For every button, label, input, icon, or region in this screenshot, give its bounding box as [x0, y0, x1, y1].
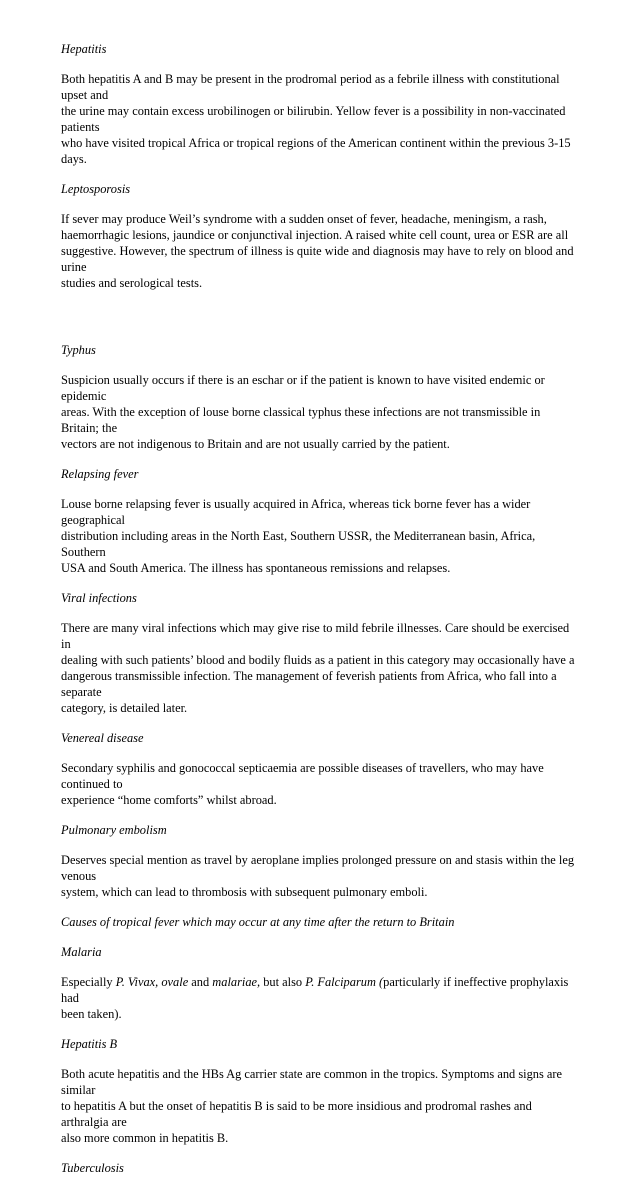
section-body-pulmonary-embolism: Deserves special mention as travel by aeroplane implies prolonged pressure on and stasis within the leg venous system, which can lead to thrombosis with subsequent pulmonary emboli.	[61, 853, 575, 899]
section-heading-tuberculosis: Tuberculosis	[61, 1161, 124, 1175]
section-heading-tropical-fever-causes: Causes of tropical fever which may occur at any time after the return to Britain	[61, 915, 455, 929]
section-heading-viral-infections: Viral infections	[61, 591, 137, 605]
section-body-relapsing-fever: Louse borne relapsing fever is usually acquired in Africa, whereas tick borne fever has a wider geographical distribution including areas in the North East, Southern USSR, the Mediterranean basin, Africa, Southern USA and South America. The illness has spontaneous remissions and relapses.	[61, 497, 536, 575]
section-body-hepatitis-b: Both acute hepatitis and the HBs Ag carrier state are common in the tropics. Symptoms and signs are similar to hepatitis A but the onset of hepatitis B is said to be more insidious and prodromal rashes and arthralgia are also more common in hepatitis B.	[61, 1067, 563, 1145]
section-heading-leptosporosis: Leptosporosis	[61, 182, 131, 196]
section-heading-hepatitis-b: Hepatitis B	[61, 1037, 118, 1051]
malaria-text: but also	[260, 975, 306, 989]
section-body-typhus: Suspicion usually occurs if there is an eschar or if the patient is known to have visited endemic or epidemic areas. With the exception of louse borne classical typhus these infections are not transmissible in Britain; the vectors are not indigenous to Britain and are not usually carried by the patient.	[61, 373, 545, 451]
section-heading-pulmonary-embolism: Pulmonary embolism	[61, 823, 167, 837]
section-body-venereal-disease: Secondary syphilis and gonococcal septicaemia are possible diseases of travellers, who may have continued to experience “home comforts” whilst abroad.	[61, 761, 544, 807]
section-heading-relapsing-fever: Relapsing fever	[61, 467, 139, 481]
malaria-species-malariae: malariae,	[212, 975, 261, 989]
malaria-text: and	[188, 975, 213, 989]
section-body-viral-infections: There are many viral infections which may give rise to mild febrile illnesses. Care should be exercised in dealing with such patients’ blood and bodily fluids as a patient in this category may occasionally have a dangerous transmissible infection. The management of feverish patients from Africa, who fall into a separate category, is detailed later.	[61, 621, 575, 715]
section-heading-venereal-disease: Venereal disease	[61, 731, 144, 745]
section-heading-hepatitis: Hepatitis	[61, 42, 107, 56]
section-body-hepatitis: Both hepatitis A and B may be present in the prodromal period as a febrile illness with constitutional upset and the urine may contain excess urobilinogen or bilirubin. Yellow fever is a possibility in non-vaccinated patients who have visited tropical Africa or tropical regions of the American continent within the previous 3-15 days.	[61, 72, 571, 166]
malaria-species-vivax-ovale: P. Vivax, ovale	[115, 975, 189, 989]
malaria-species-falciparum: P. Falciparum (	[305, 975, 384, 989]
blank-space	[61, 305, 581, 342]
malaria-text: Especially	[61, 975, 116, 989]
section-body-leptosporosis: If sever may produce Weil’s syndrome with a sudden onset of fever, headache, meningism, a rash, haemorrhagic lesions, jaundice or conjunctival injection. A raised white cell count, urea or ESR are all suggestive. However, the spectrum of illness is quite wide and diagnosis may have to rely on blood and urine studies and serological tests.	[61, 212, 574, 290]
section-body-malaria	[61, 974, 581, 1022]
document-page	[61, 41, 581, 1190]
section-heading-malaria: Malaria	[61, 945, 102, 959]
section-heading-typhus: Typhus	[61, 343, 96, 357]
malaria-text: particularly if ineffective prophylaxis had been taken).	[61, 975, 569, 1021]
